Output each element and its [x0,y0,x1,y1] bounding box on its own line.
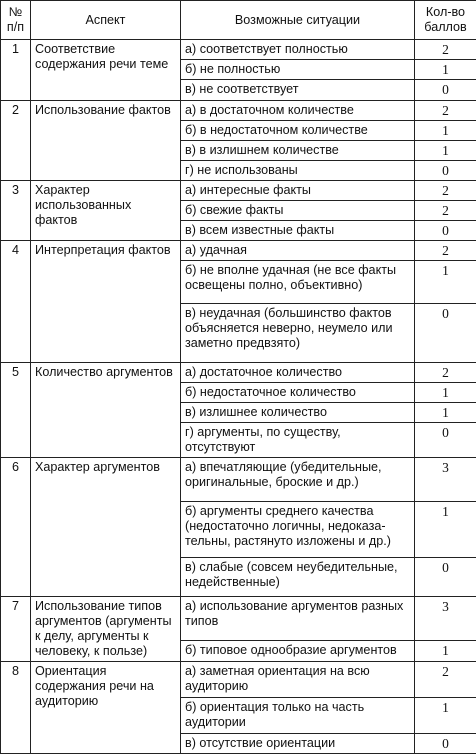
situation-cell: а) впечатляющие (убедительные, оригинальные, броские и др.) [181,458,415,502]
score-cell: 1 [415,383,476,403]
header-situations: Возможные ситуации [181,1,415,40]
situation-cell: б) аргументы среднего качества (недостаточно логичны, недоказа-тельны, растянуто изложены и др.) [181,502,415,558]
situation-cell: г) не использованы [181,161,415,181]
table-row [1,101,476,121]
aspect-cell: Использование фактов [31,101,181,181]
aspect-cell: Количество аргументов [31,363,181,458]
situation-cell: а) в достаточном количестве [181,101,415,121]
score-cell: 2 [415,201,476,221]
situation-cell: б) свежие факты [181,201,415,221]
table-row [1,363,476,383]
situation-cell: б) недостаточное количество [181,383,415,403]
score-cell: 0 [415,80,476,101]
situation-cell: в) всем известные факты [181,221,415,241]
header-score: Кол-во баллов [415,1,476,40]
situation-cell: б) в недостаточном количестве [181,121,415,141]
score-cell: 1 [415,261,476,304]
aspect-cell: Ориентация содержания речи на аудиторию [31,662,181,754]
score-cell: 2 [415,181,476,201]
row-number: 4 [1,241,31,363]
aspect-cell: Характер использованных фактов [31,181,181,241]
row-number: 3 [1,181,31,241]
score-cell: 1 [415,141,476,161]
row-number: 8 [1,662,31,754]
situation-cell: б) типовое однообразие аргументов [181,641,415,662]
situation-cell: а) интересные факты [181,181,415,201]
situation-cell: в) излишнее количество [181,403,415,423]
situation-cell: а) удачная [181,241,415,261]
score-cell: 2 [415,101,476,121]
score-cell: 3 [415,458,476,502]
score-cell: 0 [415,304,476,363]
score-cell: 1 [415,121,476,141]
score-cell: 1 [415,698,476,734]
situation-cell: а) использование аргументов разных типов [181,597,415,641]
situation-cell: г) аргументы, по существу, отсутствуют [181,423,415,458]
aspect-cell: Соответствие содержания речи теме [31,40,181,101]
table-row [1,241,476,261]
situation-cell: б) не полностью [181,60,415,80]
table-row [1,662,476,698]
situation-cell: в) не соответствует [181,80,415,101]
row-number: 5 [1,363,31,458]
score-cell: 0 [415,558,476,597]
score-cell: 2 [415,241,476,261]
header-aspect: Аспект [31,1,181,40]
situation-cell: а) достаточное количество [181,363,415,383]
score-cell: 1 [415,502,476,558]
situation-cell: б) ориентация только на часть аудитории [181,698,415,734]
score-cell: 0 [415,734,476,754]
aspect-cell: Использование типов аргументов (аргументы к делу, аргументы к человеку, к пользе) [31,597,181,662]
score-cell: 2 [415,662,476,698]
header-row [1,1,476,40]
row-number: 1 [1,40,31,101]
score-cell: 1 [415,641,476,662]
aspect-cell: Интерпретация фактов [31,241,181,363]
situation-cell: в) отсутствие ориентации [181,734,415,754]
row-number: 6 [1,458,31,597]
score-cell: 3 [415,597,476,641]
aspect-cell: Характер аргументов [31,458,181,597]
table-row [1,458,476,502]
situation-cell: в) в излишнем количестве [181,141,415,161]
table-row [1,181,476,201]
score-cell: 0 [415,423,476,458]
score-cell: 0 [415,221,476,241]
score-cell: 2 [415,40,476,60]
row-number: 7 [1,597,31,662]
row-number: 2 [1,101,31,181]
table-row [1,597,476,641]
header-num: № п/п [1,1,31,40]
situation-cell: в) слабые (совсем неубедительные, недейственные) [181,558,415,597]
score-cell: 2 [415,363,476,383]
table-row [1,40,476,60]
situation-cell: а) соответствует полностью [181,40,415,60]
table-header [1,1,476,40]
score-cell: 1 [415,403,476,423]
score-cell: 0 [415,161,476,181]
score-cell: 1 [415,60,476,80]
situation-cell: а) заметная ориентация на всю аудиторию [181,662,415,698]
situation-cell: б) не вполне удачная (не все факты освещены полно, объективно) [181,261,415,304]
situation-cell: в) неудачная (большинство фактов объясняется неверно, неумело или заметно предвзято) [181,304,415,363]
table-body [1,40,476,754]
